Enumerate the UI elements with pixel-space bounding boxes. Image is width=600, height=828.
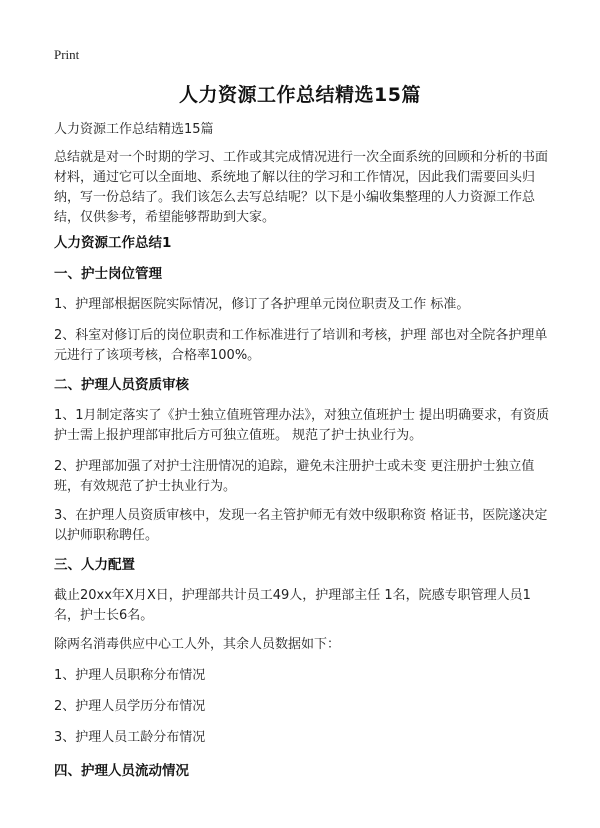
intro-paragraph: 总结就是对一个时期的学习、工作或其完成情况进行一次全面系统的回顾和分析的书面材料，通过它可以全面地、系统地了解以往的学习和工作情况，因此我们需要回头归纳，写一份总结了。我们该怎么去写总结呢？以下是小编收集整理的人力资源工作总结，仅供参考，希望能够帮助到大家。 [54, 150, 549, 225]
paragraph-3: 1、1月制定落实了《护士独立值班管理办法》，对独立值班护士 提出明确要求，有资质护士需上报护理部审批后方可独立值班。 规范了护士执业行为。 [54, 408, 550, 443]
paragraph-2: 2、科室对修订后的岗位职责和工作标准进行了培训和考核，护理 部也对全院各护理单元进行了该项考核，合格率100%。 [54, 328, 548, 363]
paragraph-8: 1、护理人员职称分布情况 [54, 668, 206, 683]
heading-4: 四、护理人员流动情况 [54, 763, 189, 779]
document-subtitle: 人力资源工作总结精选15篇 [54, 122, 214, 137]
section-title: 人力资源工作总结1 [54, 235, 172, 251]
paragraph-7: 除两名消毒供应中心工人外，其余人员数据如下： [54, 637, 341, 652]
heading-2: 二、护理人员资质审核 [54, 377, 189, 393]
print-label: Print [54, 47, 80, 62]
paragraph-10: 3、护理人员工龄分布情况 [54, 730, 206, 745]
paragraph-1: 1、护理部根据医院实际情况，修订了各护理单元岗位职责及工作 标准。 [54, 297, 470, 312]
heading-1: 一、护士岗位管理 [54, 266, 162, 282]
heading-3: 三、人力配置 [54, 557, 135, 573]
paragraph-4: 2、护理部加强了对护士注册情况的追踪，避免未注册护士或未变 更注册护士独立值班，有效规范了护士执业行为。 [54, 459, 535, 494]
paragraph-6: 截止20xx年X月X日，护理部共计员工49人，护理部主任 1名，院感专职管理人员1名，护士长6名。 [54, 588, 531, 623]
paragraph-5: 3、在护理人员资质审核中，发现一名主管护师无有效中级职称资 格证书，医院遂决定以护师职称聘任。 [54, 508, 548, 543]
paragraph-9: 2、护理人员学历分布情况 [54, 699, 206, 714]
document-title: 人力资源工作总结精选15篇 [179, 84, 421, 106]
